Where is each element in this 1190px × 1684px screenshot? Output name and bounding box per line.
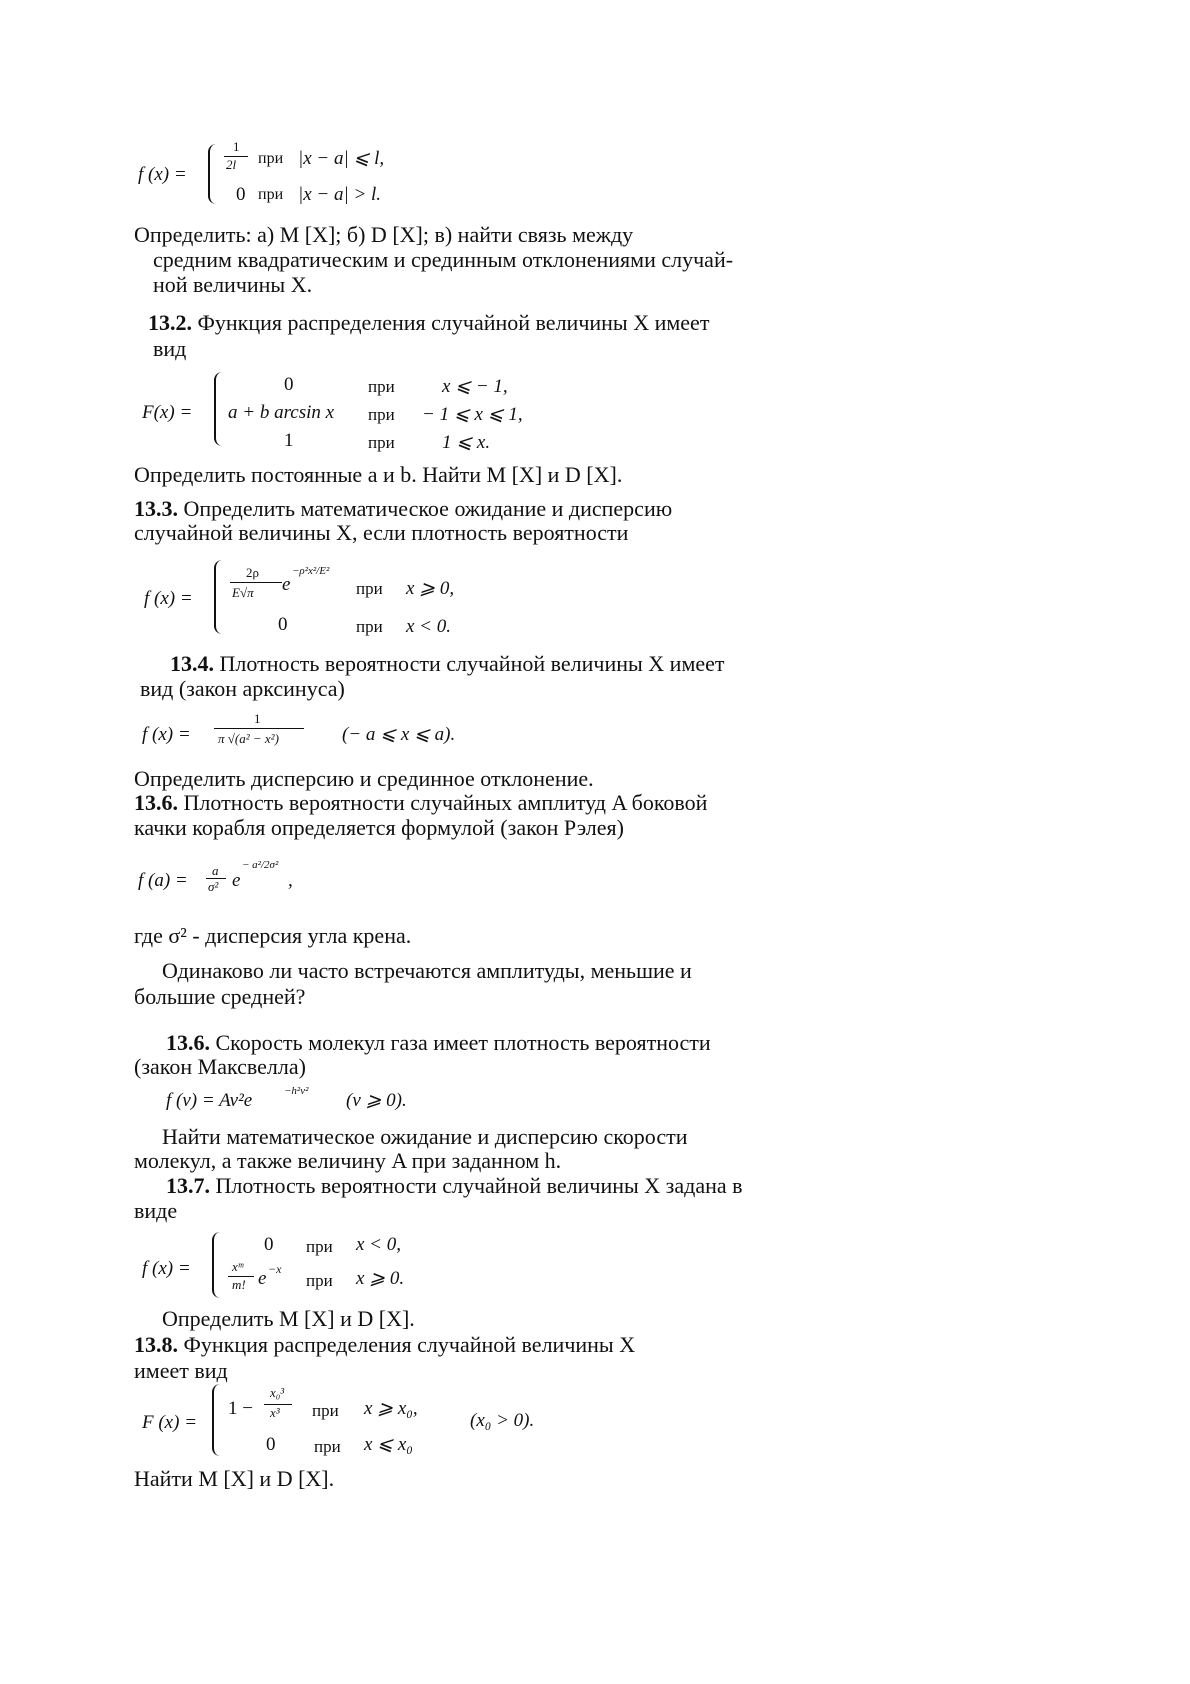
exp-base: e — [232, 870, 241, 891]
case-word: при — [368, 405, 395, 424]
case-condition: x ⩾ x₀, — [364, 1398, 418, 1419]
fraction-denominator: π √(a² − x²) — [218, 731, 279, 746]
text-line: Одинаково ли часто встречаются амплитуды, меньшие и — [162, 958, 692, 983]
formula-lhs: F (x) = — [142, 1412, 198, 1433]
problem-number: 13.3. — [134, 496, 178, 521]
text-line: виде — [134, 1198, 178, 1223]
problem-heading — [166, 1173, 743, 1199]
case-word: при — [368, 377, 395, 396]
punctuation: , — [288, 870, 293, 891]
text-line: Функция распределения случайной величины X — [178, 1332, 636, 1357]
formula-condition: (− a ⩽ x ⩽ a). — [342, 724, 456, 745]
case-condition: x < 0, — [356, 1234, 402, 1255]
problem-heading — [148, 310, 709, 336]
fraction-bar — [214, 728, 304, 729]
text-line: Найти M [X] и D [X]. — [134, 1466, 335, 1491]
case-value: 0 — [278, 614, 288, 635]
text-line: вид (закон арксинуса) — [140, 676, 345, 701]
fraction-numerator: a — [212, 863, 219, 878]
case-word: при — [258, 186, 284, 203]
exp-base: e — [282, 574, 291, 595]
text-line: Плотность вероятности случайной величины X имеет — [214, 651, 725, 676]
case-word: при — [258, 150, 284, 167]
case-word: при — [312, 1401, 339, 1420]
case-word: при — [368, 433, 395, 452]
formula-lhs: F(x) = — [142, 402, 193, 423]
exponent: −ρ²x²/E² — [292, 565, 330, 577]
fraction-denominator: σ² — [208, 879, 219, 894]
text-line: где σ² - дисперсия угла крена. — [134, 923, 412, 948]
case-word: при — [306, 1237, 333, 1256]
formula-lhs: f (x) = — [144, 588, 193, 609]
fraction-denominator: m! — [232, 1277, 246, 1292]
text-line: большие средней? — [134, 984, 306, 1009]
text-line: Плотность вероятности случайных амплитуд A боковой — [178, 790, 708, 815]
text-line: Плотность вероятности случайной величины X задана в — [210, 1173, 743, 1198]
exponent: −x — [268, 1262, 282, 1276]
exponent: − a²/2σ² — [242, 859, 279, 871]
text-line: Скорость молекул газа имеет плотность вероятности — [210, 1030, 711, 1055]
case-value: a + b arcsin x — [228, 402, 335, 423]
case-value: 1 — [284, 430, 294, 451]
brace — [214, 372, 224, 446]
case-value: 0 — [236, 184, 246, 205]
problem-heading — [166, 1030, 711, 1056]
formula-expression: f (v) = Av²e — [166, 1090, 253, 1111]
text-line: Определить постоянные a и b. Найти M [X] и D [X]. — [134, 462, 623, 487]
text-line: Определить: а) M [X]; б) D [X]; в) найти связь между — [134, 222, 634, 247]
case-value: 1 − — [228, 1398, 253, 1419]
case-word: при — [306, 1271, 333, 1290]
text-line: качки корабля определяется формулой (закон Рэлея) — [134, 815, 624, 840]
text-line: ной величины X. — [153, 272, 313, 297]
text-line: Найти математическое ожидание и дисперсию скорости — [162, 1124, 688, 1149]
case-condition: |x − a| > l. — [298, 184, 382, 205]
formula-lhs: f (x) = — [142, 724, 191, 745]
case-value: 0 — [266, 1434, 276, 1455]
case-value: 0 — [284, 374, 294, 395]
text-line: (закон Максвелла) — [134, 1054, 306, 1079]
text-line: средним квадратическим и срединным отклонениями случай- — [153, 247, 734, 272]
text-line: имеет вид — [134, 1358, 228, 1383]
case-value: 0 — [264, 1234, 274, 1255]
case-word: при — [314, 1437, 341, 1456]
case-word: при — [356, 617, 383, 636]
case-condition: x < 0. — [406, 616, 452, 637]
formula-lhs: f (x) = — [142, 1258, 191, 1279]
brace — [208, 144, 218, 204]
problem-heading — [170, 651, 725, 677]
brace — [214, 560, 224, 634]
case-word: при — [356, 579, 383, 598]
problem-number: 13.4. — [170, 651, 214, 676]
text-line: вид — [153, 336, 187, 361]
exp-base: e — [258, 1268, 267, 1289]
exponent: −h²v² — [284, 1085, 309, 1097]
formula-lhs: f (x) = — [138, 164, 187, 185]
case-condition: 1 ⩽ x. — [442, 432, 491, 453]
fraction-numerator: 1 — [254, 711, 261, 726]
fraction-numerator: xᵐ — [232, 1259, 244, 1274]
problem-heading — [134, 496, 672, 522]
fraction-numerator: 2ρ — [246, 565, 259, 580]
formula-lhs: f (a) = — [138, 870, 188, 891]
case-condition: |x − a| ⩽ l, — [298, 148, 385, 169]
formula-side-condition: (x₀ > 0). — [470, 1410, 535, 1431]
case-condition: x ⩽ − 1, — [442, 376, 508, 397]
text-line: случайной величины X, если плотность вероятности — [134, 520, 629, 545]
problem-number: 13.2. — [148, 310, 192, 335]
case-condition: x ⩾ 0, — [406, 578, 455, 599]
fraction-numerator: 1 — [233, 139, 240, 154]
fraction-denominator: x³ — [270, 1405, 280, 1420]
case-condition: − 1 ⩽ x ⩽ 1, — [422, 404, 523, 425]
problem-heading — [134, 1332, 635, 1358]
text-line: Определить M [X] и D [X]. — [162, 1306, 415, 1331]
fraction-denominator: 2l — [226, 157, 237, 172]
brace — [212, 1232, 222, 1298]
problem-number: 13.6. — [134, 790, 178, 815]
text-line: Определить дисперсию и срединное отклонение. — [134, 766, 594, 791]
brace — [212, 1384, 222, 1456]
problem-number: 13.8. — [134, 1332, 178, 1357]
case-condition: x ⩾ 0. — [356, 1268, 405, 1289]
fraction-bar — [230, 582, 282, 583]
problem-number: 13.6. — [166, 1030, 210, 1055]
fraction-denominator: E√π — [232, 585, 254, 600]
case-condition: x ⩽ x₀ — [364, 1434, 413, 1455]
formula-condition: (v ⩾ 0). — [346, 1090, 407, 1111]
problem-number: 13.7. — [166, 1173, 210, 1198]
text-line: молекул, а также величину A при заданном h. — [134, 1148, 562, 1173]
text-line: Функция распределения случайной величины X имеет — [192, 310, 710, 335]
text-line: Определить математическое ожидание и дисперсию — [178, 496, 673, 521]
problem-heading — [134, 790, 707, 816]
fraction-numerator: x₀³ — [270, 1385, 285, 1400]
